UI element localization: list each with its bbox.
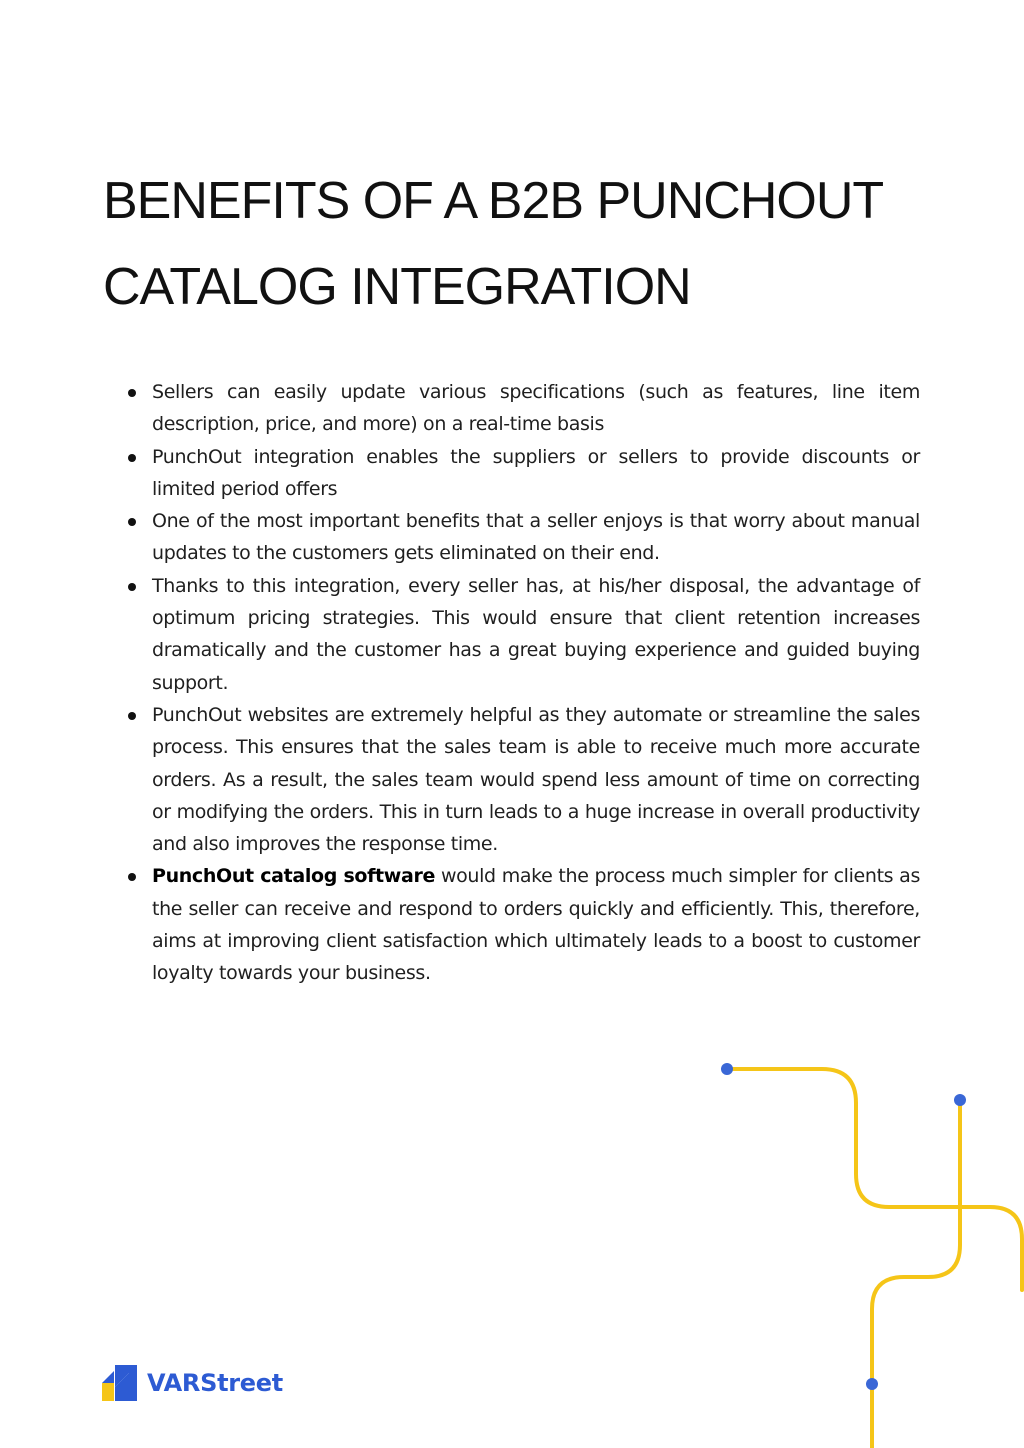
benefit-bold-lead: PunchOut catalog software bbox=[152, 865, 436, 888]
circuit-line-2 bbox=[872, 1100, 960, 1448]
circuit-node-dot bbox=[721, 1063, 733, 1075]
circuit-node-dot bbox=[866, 1378, 878, 1390]
benefit-text: PunchOut integration enables the suppliers or sellers to provide discounts or limited period offers bbox=[152, 445, 920, 500]
page-title-line-1: BENEFITS OF A B2B PUNCHOUT bbox=[103, 172, 884, 230]
benefit-text: One of the most important benefits that a seller enjoys is that worry about manual updates to the customers gets eliminated on their end. bbox=[152, 510, 920, 565]
circuit-node-dot bbox=[954, 1094, 966, 1106]
varstreet-logo-icon bbox=[102, 1365, 137, 1401]
varstreet-logo bbox=[102, 1364, 283, 1402]
benefit-text: would make the process much simpler for clients as the seller can receive and respond to orders quickly and efficiently. This, therefore, aims at improving client satisfaction which ultimately leads to a boost to customer loyalty towards your business. bbox=[152, 865, 920, 985]
benefit-text: Thanks to this integration, every seller has, at his/her disposal, the advantage of optimum pricing strategies. This would ensure that client retention increases dramatically and the customer has a great buying experience and guided buying support. bbox=[152, 574, 920, 694]
logo-wordmark: VARStreet bbox=[147, 1369, 283, 1397]
circuit-line-1 bbox=[727, 1069, 1022, 1290]
benefit-text: Sellers can easily update various specifications (such as features, line item description, price, and more) on a real-time basis bbox=[152, 381, 920, 436]
page-title-line-2: CATALOG INTEGRATION bbox=[103, 258, 691, 316]
benefit-text: PunchOut websites are extremely helpful as they automate or streamline the sales process. This ensures that the sales team is able to receive much more accurate orders. As a result, the sales team would spend less amount of time on correcting or modifying the orders. This in turn leads to a huge increase in overall productivity and also improves the response time. bbox=[152, 703, 920, 856]
